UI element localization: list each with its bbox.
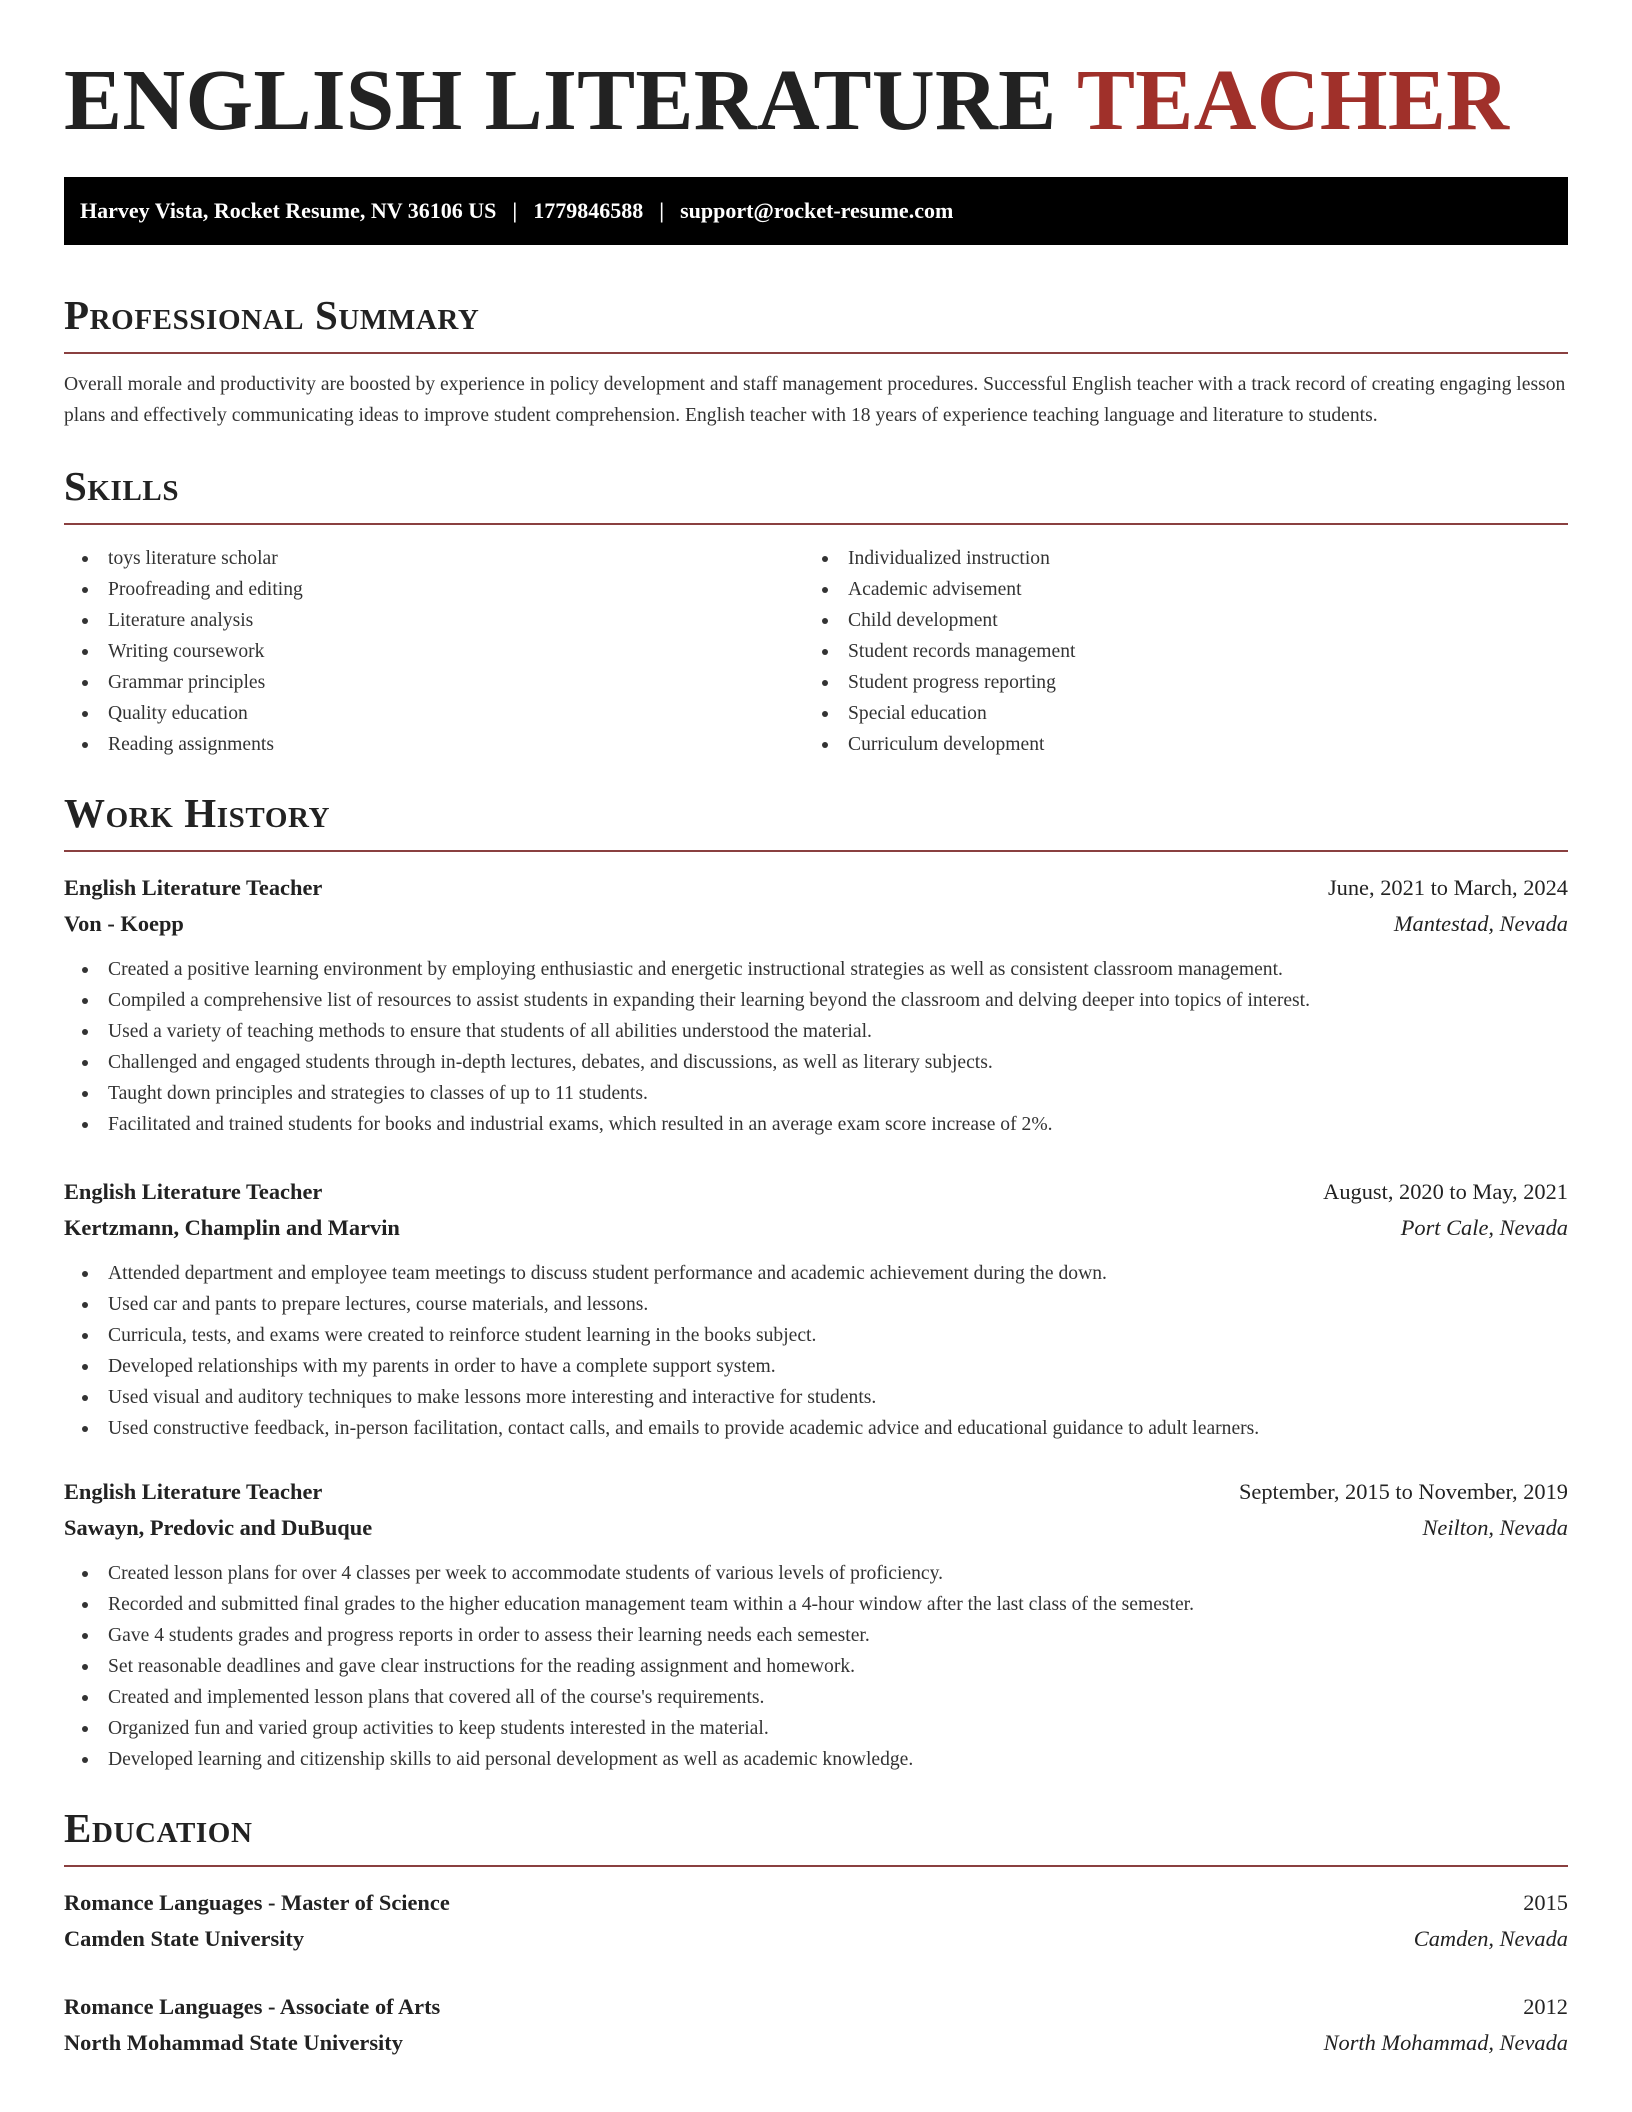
job-subheader — [64, 906, 1568, 942]
contact-phone: 1779846588 — [533, 198, 644, 223]
job-bullet: Created a positive learning environment by employing enthusiastic and energetic instructional strategies as well as consistent classroom management. — [80, 954, 1568, 985]
education-location: North Mohammad, Nevada — [1323, 2030, 1568, 2055]
job-bullet: Used car and pants to prepare lectures, course materials, and lessons. — [80, 1289, 1568, 1320]
work-history-section — [64, 790, 1568, 1775]
job-entry — [64, 1174, 1568, 1444]
job-bullet: Gave 4 students grades and progress reports in order to assess their learning needs each semester. — [80, 1620, 1568, 1651]
job-bullet: Facilitated and trained students for books and industrial exams, which resulted in an average exam score increase of 2%. — [80, 1109, 1568, 1140]
skill-item: Student progress reporting — [820, 667, 1544, 698]
job-company: Von - Koepp — [64, 911, 184, 936]
job-bullets — [64, 954, 1568, 1140]
skill-item: Reading assignments — [80, 729, 804, 760]
job-location: Port Cale, Nevada — [1400, 1215, 1568, 1240]
skill-item: Child development — [820, 605, 1544, 636]
job-bullet: Organized fun and varied group activities to keep students interested in the material. — [80, 1713, 1568, 1744]
section-divider — [64, 352, 1568, 354]
education-year: 2012 — [1523, 1994, 1568, 2019]
job-bullet: Set reasonable deadlines and gave clear instructions for the reading assignment and homework. — [80, 1651, 1568, 1682]
skill-item: Curriculum development — [820, 729, 1544, 760]
skill-item: Grammar principles — [80, 667, 804, 698]
title-main: ENGLISH LITERATURE — [64, 51, 1057, 148]
skill-item: Individualized instruction — [820, 543, 1544, 574]
job-entry — [64, 1474, 1568, 1775]
job-dates: June, 2021 to March, 2024 — [1327, 875, 1568, 900]
job-bullets — [64, 1258, 1568, 1444]
work-history-heading: Work History — [64, 790, 331, 836]
job-bullet: Created lesson plans for over 4 classes per week to accommodate students of various levels of proficiency. — [80, 1558, 1568, 1589]
education-entry — [64, 1885, 1568, 1957]
skill-item: Academic advisement — [820, 574, 1544, 605]
skill-item: toys literature scholar — [80, 543, 804, 574]
skills-heading: Skills — [64, 463, 180, 509]
job-bullet: Curricula, tests, and exams were created to reinforce student learning in the books subject. — [80, 1320, 1568, 1351]
job-bullet: Taught down principles and strategies to classes of up to 11 students. — [80, 1078, 1568, 1109]
skill-item: Student records management — [820, 636, 1544, 667]
job-dates: September, 2015 to November, 2019 — [1238, 1479, 1568, 1504]
summary-section — [64, 292, 1568, 431]
section-divider — [64, 850, 1568, 852]
education-header — [64, 1885, 1568, 1921]
job-title: English Literature Teacher — [64, 1479, 323, 1504]
job-bullet: Challenged and engaged students through in-depth lectures, debates, and discussions, as well as literary subjects. — [80, 1047, 1568, 1078]
education-school: Camden State University — [64, 1926, 305, 1951]
job-bullets — [64, 1558, 1568, 1775]
education-entry — [64, 1989, 1568, 2061]
education-degree: Romance Languages - Associate of Arts — [64, 1994, 441, 2019]
job-bullet: Developed learning and citizenship skills to aid personal development as well as academic knowledge. — [80, 1744, 1568, 1775]
job-bullet: Developed relationships with my parents in order to have a complete support system. — [80, 1351, 1568, 1382]
contact-address: Harvey Vista, Rocket Resume, NV 36106 US — [80, 198, 497, 223]
skill-item: Proofreading and editing — [80, 574, 804, 605]
skill-item: Literature analysis — [80, 605, 804, 636]
job-header — [64, 1474, 1568, 1510]
contact-separator: | — [512, 198, 518, 223]
job-bullet: Created and implemented lesson plans that covered all of the course's requirements. — [80, 1682, 1568, 1713]
skill-item: Special education — [820, 698, 1544, 729]
job-header — [64, 870, 1568, 906]
education-header — [64, 1989, 1568, 2025]
resume-title — [64, 0, 1568, 148]
job-dates: August, 2020 to May, 2021 — [1323, 1179, 1568, 1204]
education-subheader — [64, 1921, 1568, 1957]
job-company: Kertzmann, Champlin and Marvin — [64, 1215, 400, 1240]
title-accent: TEACHER — [1076, 51, 1510, 148]
job-bullet: Used a variety of teaching methods to ensure that students of all abilities understood the material. — [80, 1016, 1568, 1047]
education-section — [64, 1805, 1568, 2061]
skills-list — [64, 543, 1568, 760]
job-title: English Literature Teacher — [64, 875, 323, 900]
summary-heading: Professional Summary — [64, 292, 480, 338]
education-year: 2015 — [1523, 1890, 1568, 1915]
education-school: North Mohammad State University — [64, 2030, 403, 2055]
education-location: Camden, Nevada — [1413, 1926, 1568, 1951]
job-location: Mantestad, Nevada — [1393, 911, 1568, 936]
job-location: Neilton, Nevada — [1422, 1515, 1568, 1540]
job-header — [64, 1174, 1568, 1210]
education-degree: Romance Languages - Master of Science — [64, 1890, 450, 1915]
skills-section — [64, 463, 1568, 760]
job-subheader — [64, 1210, 1568, 1246]
job-bullet: Attended department and employee team meetings to discuss student performance and academic achievement during the down. — [80, 1258, 1568, 1289]
education-heading: Education — [64, 1805, 253, 1851]
job-bullet: Recorded and submitted final grades to the higher education management team within a 4-hour window after the last class of the semester. — [80, 1589, 1568, 1620]
skill-item: Writing coursework — [80, 636, 804, 667]
job-bullet: Used constructive feedback, in-person facilitation, contact calls, and emails to provide academic advice and educational guidance to adult learners. — [80, 1413, 1568, 1444]
section-divider — [64, 1865, 1568, 1867]
job-title: English Literature Teacher — [64, 1179, 323, 1204]
job-subheader — [64, 1510, 1568, 1546]
education-subheader — [64, 2025, 1568, 2061]
section-divider — [64, 523, 1568, 525]
skills-column-left — [64, 543, 804, 760]
job-bullet: Used visual and auditory techniques to make lessons more interesting and interactive for students. — [80, 1382, 1568, 1413]
job-company: Sawayn, Predovic and DuBuque — [64, 1515, 373, 1540]
job-bullet: Compiled a comprehensive list of resources to assist students in expanding their learning beyond the classroom and delving deeper into topics of interest. — [80, 985, 1568, 1016]
skills-column-right — [804, 543, 1544, 760]
contact-bar — [64, 177, 1568, 245]
contact-email[interactable]: support@rocket-resume.com — [680, 198, 954, 223]
skill-item: Quality education — [80, 698, 804, 729]
summary-text: Overall morale and productivity are boosted by experience in policy development and staff management procedures. Successful English teacher with a track record of creating engaging lesson plans and effectively communicating ideas to improve student comprehension. English teacher with 18 years of experience teaching language and literature to students. — [64, 374, 1566, 426]
job-entry — [64, 870, 1568, 1140]
contact-separator: | — [659, 198, 665, 223]
